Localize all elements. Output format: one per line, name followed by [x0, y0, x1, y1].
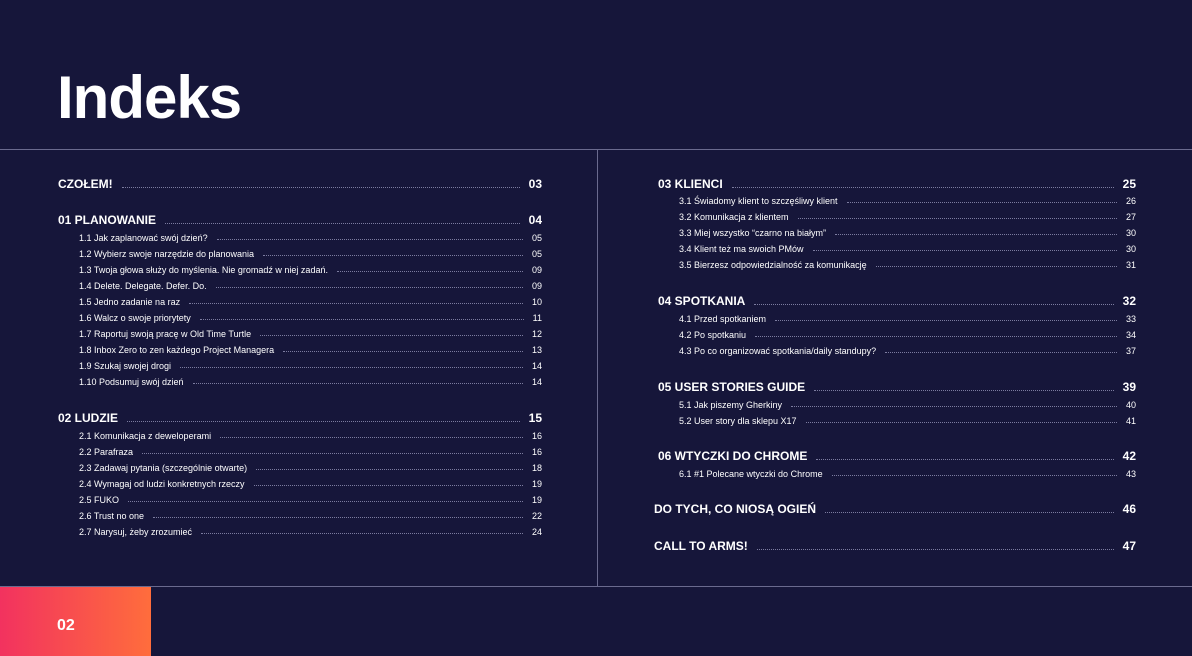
- toc-section-entry: [58, 409, 542, 425]
- toc-subsection-entry: [679, 192, 1136, 206]
- toc-leader-dots: [200, 319, 524, 320]
- toc-entry-page-number: 32: [1122, 294, 1136, 308]
- toc-entry-label: 2.3 Zadawaj pytania (szczególnie otwarte): [79, 463, 248, 473]
- toc-leader-dots: [127, 421, 520, 422]
- top-divider: [0, 149, 1192, 150]
- toc-entry-page-number: 10: [531, 297, 542, 307]
- toc-entry-label: 1.2 Wybierz swoje narzędzie do planowania: [79, 249, 255, 259]
- toc-subsection-entry: [679, 208, 1136, 222]
- toc-subsection-entry: [79, 277, 542, 291]
- toc-entry-label: 2.6 Trust no one: [79, 511, 145, 521]
- toc-entry-label: 1.4 Delete. Delegate. Defer. Do.: [79, 281, 207, 291]
- toc-leader-dots: [791, 406, 1117, 407]
- toc-entry-page-number: 39: [1122, 380, 1136, 394]
- toc-section-entry: [58, 175, 542, 191]
- toc-entry-label: CALL TO ARMS!: [654, 539, 748, 553]
- toc-subsection-entry: [79, 293, 542, 307]
- toc-leader-dots: [283, 351, 523, 352]
- toc-leader-dots: [806, 422, 1117, 423]
- page-number-badge: [0, 587, 151, 656]
- toc-leader-dots: [128, 501, 523, 502]
- toc-leader-dots: [754, 304, 1113, 305]
- toc-entry-page-number: 14: [531, 361, 542, 371]
- toc-entry-label: 1.10 Podsumuj swój dzień: [79, 377, 184, 387]
- toc-subsection-entry: [79, 475, 542, 489]
- toc-subsection-entry: [79, 245, 542, 259]
- toc-leader-dots: [263, 255, 523, 256]
- toc-entry-label: 2.5 FUKO: [79, 495, 120, 505]
- toc-entry-label: DO TYCH, CO NIOSĄ OGIEŃ: [654, 502, 817, 516]
- toc-entry-label: 01 PLANOWANIE: [58, 213, 157, 227]
- toc-subsection-entry: [79, 373, 542, 387]
- toc-subsection-entry: [79, 427, 542, 441]
- toc-entry-page-number: 14: [531, 377, 542, 387]
- toc-leader-dots: [813, 250, 1117, 251]
- toc-subsection-entry: [679, 310, 1136, 324]
- toc-leader-dots: [254, 485, 523, 486]
- bottom-divider: [0, 586, 1192, 587]
- toc-leader-dots: [153, 517, 523, 518]
- toc-subsection-entry: [79, 309, 542, 323]
- toc-leader-dots: [193, 383, 523, 384]
- toc-entry-page-number: 19: [531, 495, 542, 505]
- toc-subsection-entry: [679, 326, 1136, 340]
- toc-subsection-entry: [79, 325, 542, 339]
- toc-entry-page-number: 37: [1125, 346, 1136, 356]
- column-divider: [597, 149, 598, 586]
- toc-entry-label: 3.3 Miej wszystko “czarno na białym”: [679, 228, 827, 238]
- toc-subsection-entry: [679, 240, 1136, 254]
- toc-leader-dots: [165, 223, 520, 224]
- toc-subsection-entry: [79, 229, 542, 243]
- toc-leader-dots: [847, 202, 1117, 203]
- toc-entry-page-number: 24: [531, 527, 542, 537]
- toc-entry-page-number: 15: [528, 411, 542, 425]
- toc-entry-page-number: 03: [528, 177, 542, 191]
- toc-leader-dots: [835, 234, 1117, 235]
- toc-entry-page-number: 18: [531, 463, 542, 473]
- toc-entry-page-number: 42: [1122, 449, 1136, 463]
- toc-subsection-entry: [79, 491, 542, 505]
- toc-entry-page-number: 47: [1122, 539, 1136, 553]
- toc-subsection-entry: [679, 256, 1136, 270]
- page-number: 02: [57, 617, 75, 634]
- toc-entry-page-number: 43: [1125, 469, 1136, 479]
- toc-leader-dots: [201, 533, 523, 534]
- toc-entry-label: 1.7 Raportuj swoją pracę w Old Time Turtle: [79, 329, 252, 339]
- toc-subsection-entry: [679, 465, 1136, 479]
- toc-section-entry: [658, 175, 1136, 191]
- page-title: Indeks: [57, 64, 242, 131]
- toc-leader-dots: [220, 437, 523, 438]
- toc-entry-label: 1.5 Jedno zadanie na raz: [79, 297, 181, 307]
- toc-entry-page-number: 19: [531, 479, 542, 489]
- toc-section-entry: [654, 537, 1136, 553]
- toc-leader-dots: [757, 549, 1114, 550]
- toc-entry-label: 05 USER STORIES GUIDE: [658, 380, 806, 394]
- toc-entry-page-number: 27: [1125, 212, 1136, 222]
- toc-leader-dots: [189, 303, 523, 304]
- toc-entry-label: 1.9 Szukaj swojej drogi: [79, 361, 172, 371]
- toc-entry-label: 5.1 Jak piszemy Gherkiny: [679, 400, 783, 410]
- toc-entry-page-number: 09: [531, 281, 542, 291]
- toc-leader-dots: [876, 266, 1117, 267]
- toc-entry-page-number: 05: [531, 233, 542, 243]
- toc-leader-dots: [216, 287, 523, 288]
- toc-entry-page-number: 34: [1125, 330, 1136, 340]
- toc-entry-page-number: 05: [531, 249, 542, 259]
- toc-leader-dots: [260, 335, 523, 336]
- toc-leader-dots: [256, 469, 523, 470]
- toc-subsection-entry: [679, 342, 1136, 356]
- toc-subsection-entry: [679, 412, 1136, 426]
- toc-entry-page-number: 46: [1122, 502, 1136, 516]
- toc-entry-label: 2.4 Wymagaj od ludzi konkretnych rzeczy: [79, 479, 245, 489]
- toc-entry-page-number: 04: [528, 213, 542, 227]
- toc-entry-page-number: 41: [1125, 416, 1136, 426]
- toc-entry-label: 1.1 Jak zaplanować swój dzień?: [79, 233, 208, 243]
- toc-entry-label: 1.3 Twoja głowa służy do myślenia. Nie gromadź w niej zadań.: [79, 265, 328, 275]
- toc-subsection-entry: [79, 523, 542, 537]
- toc-entry-page-number: 16: [531, 431, 542, 441]
- toc-subsection-entry: [79, 357, 542, 371]
- toc-entry-page-number: 22: [531, 511, 542, 521]
- toc-entry-label: 3.5 Bierzesz odpowiedzialność za komunikację: [679, 260, 867, 270]
- toc-subsection-entry: [679, 224, 1136, 238]
- toc-entry-page-number: 26: [1125, 196, 1136, 206]
- toc-entry-label: 4.1 Przed spotkaniem: [679, 314, 767, 324]
- toc-leader-dots: [798, 218, 1117, 219]
- toc-entry-label: 4.3 Po co organizować spotkania/daily standupy?: [679, 346, 877, 356]
- toc-leader-dots: [122, 187, 520, 188]
- toc-entry-page-number: 40: [1125, 400, 1136, 410]
- toc-leader-dots: [825, 512, 1114, 513]
- toc-subsection-entry: [79, 459, 542, 473]
- toc-entry-label: 2.7 Narysuj, żeby zrozumieć: [79, 527, 193, 537]
- toc-leader-dots: [816, 459, 1113, 460]
- toc-section-entry: [658, 292, 1136, 308]
- toc-entry-label: 5.2 User story dla sklepu X17: [679, 416, 797, 426]
- toc-section-entry: [658, 447, 1136, 463]
- toc-leader-dots: [775, 320, 1117, 321]
- toc-entry-page-number: 11: [532, 313, 542, 323]
- toc-entry-page-number: 31: [1125, 260, 1136, 270]
- toc-entry-page-number: 16: [531, 447, 542, 457]
- toc-entry-label: 3.4 Klient też ma swoich PMów: [679, 244, 804, 254]
- toc-section-entry: [658, 378, 1136, 394]
- toc-entry-label: CZOŁEM!: [58, 177, 113, 191]
- toc-leader-dots: [755, 336, 1117, 337]
- toc-subsection-entry: [79, 507, 542, 521]
- toc-entry-label: 03 KLIENCI: [658, 177, 723, 191]
- toc-entry-page-number: 33: [1125, 314, 1136, 324]
- toc-leader-dots: [814, 390, 1113, 391]
- toc-section-entry: [58, 211, 542, 227]
- toc-leader-dots: [180, 367, 523, 368]
- toc-leader-dots: [142, 453, 523, 454]
- toc-leader-dots: [217, 239, 523, 240]
- toc-entry-label: 3.2 Komunikacja z klientem: [679, 212, 789, 222]
- toc-entry-label: 2.1 Komunikacja z deweloperami: [79, 431, 212, 441]
- toc-entry-label: 06 WTYCZKI DO CHROME: [658, 449, 808, 463]
- toc-entry-page-number: 12: [531, 329, 542, 339]
- toc-entry-label: 4.2 Po spotkaniu: [679, 330, 747, 340]
- toc-subsection-entry: [79, 443, 542, 457]
- toc-entry-label: 1.8 Inbox Zero to zen każdego Project Managera: [79, 345, 275, 355]
- toc-entry-page-number: 09: [531, 265, 542, 275]
- toc-entry-page-number: 13: [531, 345, 542, 355]
- toc-entry-page-number: 30: [1125, 228, 1136, 238]
- toc-entry-page-number: 25: [1122, 177, 1136, 191]
- toc-subsection-entry: [79, 261, 542, 275]
- toc-entry-label: 3.1 Świadomy klient to szczęśliwy klient: [679, 196, 838, 206]
- toc-entry-label: 1.6 Walcz o swoje priorytety: [79, 313, 191, 323]
- toc-entry-label: 02 LUDZIE: [58, 411, 119, 425]
- toc-entry-label: 04 SPOTKANIA: [658, 294, 746, 308]
- toc-entry-label: 2.2 Parafraza: [79, 447, 134, 457]
- toc-leader-dots: [885, 352, 1117, 353]
- toc-entry-page-number: 30: [1125, 244, 1136, 254]
- toc-entry-label: 6.1 #1 Polecane wtyczki do Chrome: [679, 469, 823, 479]
- toc-subsection-entry: [679, 396, 1136, 410]
- toc-section-entry: [654, 500, 1136, 516]
- toc-subsection-entry: [79, 341, 542, 355]
- toc-leader-dots: [832, 475, 1117, 476]
- toc-leader-dots: [337, 271, 523, 272]
- toc-leader-dots: [732, 187, 1114, 188]
